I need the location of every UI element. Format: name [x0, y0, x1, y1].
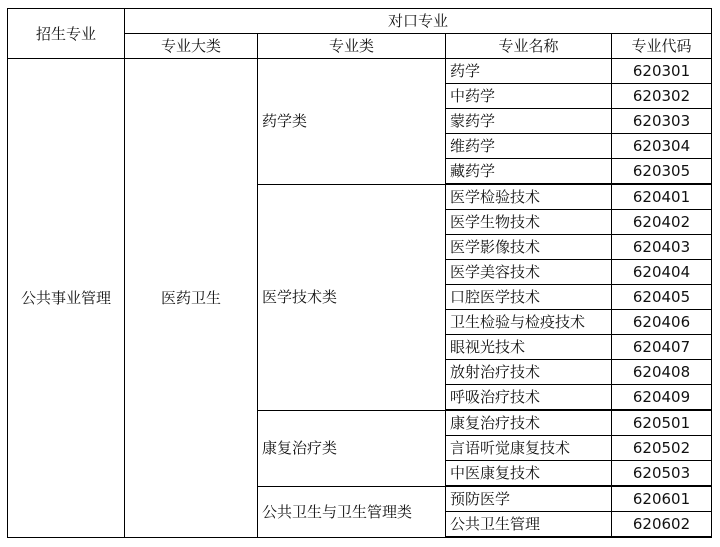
major-code-cell: 620305 [612, 159, 712, 185]
major-code-cell: 620402 [612, 210, 712, 235]
major-name-cell: 医学检验技术 [446, 184, 612, 210]
major-name-cell: 医学生物技术 [446, 210, 612, 235]
major-name-cell: 眼视光技术 [446, 335, 612, 360]
major-code-cell: 620501 [612, 410, 712, 436]
enroll-major-cell: 公共事业管理 [8, 59, 125, 538]
major-mapping-table [7, 8, 712, 538]
table-body [8, 59, 712, 538]
major-name-cell: 医学影像技术 [446, 235, 612, 260]
major-code-cell: 620602 [612, 512, 712, 538]
category-cell: 康复治疗类 [258, 410, 446, 486]
category-cell: 医学技术类 [258, 184, 446, 410]
major-code-cell: 620404 [612, 260, 712, 285]
major-code-cell: 620405 [612, 285, 712, 310]
header-major-category: 专业类 [258, 34, 446, 59]
header-enroll-major: 招生专业 [8, 9, 125, 59]
major-name-cell: 藏药学 [446, 159, 612, 185]
major-name-cell: 口腔医学技术 [446, 285, 612, 310]
major-name-cell: 言语听觉康复技术 [446, 436, 612, 461]
major-code-cell: 620304 [612, 134, 712, 159]
major-name-cell: 中药学 [446, 84, 612, 109]
major-name-cell: 公共卫生管理 [446, 512, 612, 538]
category-cell: 公共卫生与卫生管理类 [258, 486, 446, 537]
major-name-cell: 康复治疗技术 [446, 410, 612, 436]
category-cell: 药学类 [258, 59, 446, 185]
major-code-cell: 620302 [612, 84, 712, 109]
major-name-cell: 药学 [446, 59, 612, 84]
major-name-cell: 呼吸治疗技术 [446, 385, 612, 411]
header-major-code: 专业代码 [612, 34, 712, 59]
major-name-cell: 医学美容技术 [446, 260, 612, 285]
table-row [8, 59, 712, 84]
header-counterpart-major: 对口专业 [125, 9, 712, 34]
major-mapping-table-container [7, 8, 712, 538]
major-code-cell: 620403 [612, 235, 712, 260]
major-name-cell: 预防医学 [446, 486, 612, 512]
major-code-cell: 620303 [612, 109, 712, 134]
major-code-cell: 620408 [612, 360, 712, 385]
major-code-cell: 620409 [612, 385, 712, 411]
major-code-cell: 620406 [612, 310, 712, 335]
major-code-cell: 620407 [612, 335, 712, 360]
header-major-name: 专业名称 [446, 34, 612, 59]
major-code-cell: 620401 [612, 184, 712, 210]
major-name-cell: 蒙药学 [446, 109, 612, 134]
major-name-cell: 中医康复技术 [446, 461, 612, 487]
header-major-category-large: 专业大类 [125, 34, 258, 59]
major-name-cell: 放射治疗技术 [446, 360, 612, 385]
major-code-cell: 620601 [612, 486, 712, 512]
major-code-cell: 620503 [612, 461, 712, 487]
header-row-top [8, 9, 712, 34]
major-name-cell: 卫生检验与检疫技术 [446, 310, 612, 335]
major-code-cell: 620502 [612, 436, 712, 461]
large-category-cell: 医药卫生 [125, 59, 258, 538]
major-code-cell: 620301 [612, 59, 712, 84]
major-name-cell: 维药学 [446, 134, 612, 159]
